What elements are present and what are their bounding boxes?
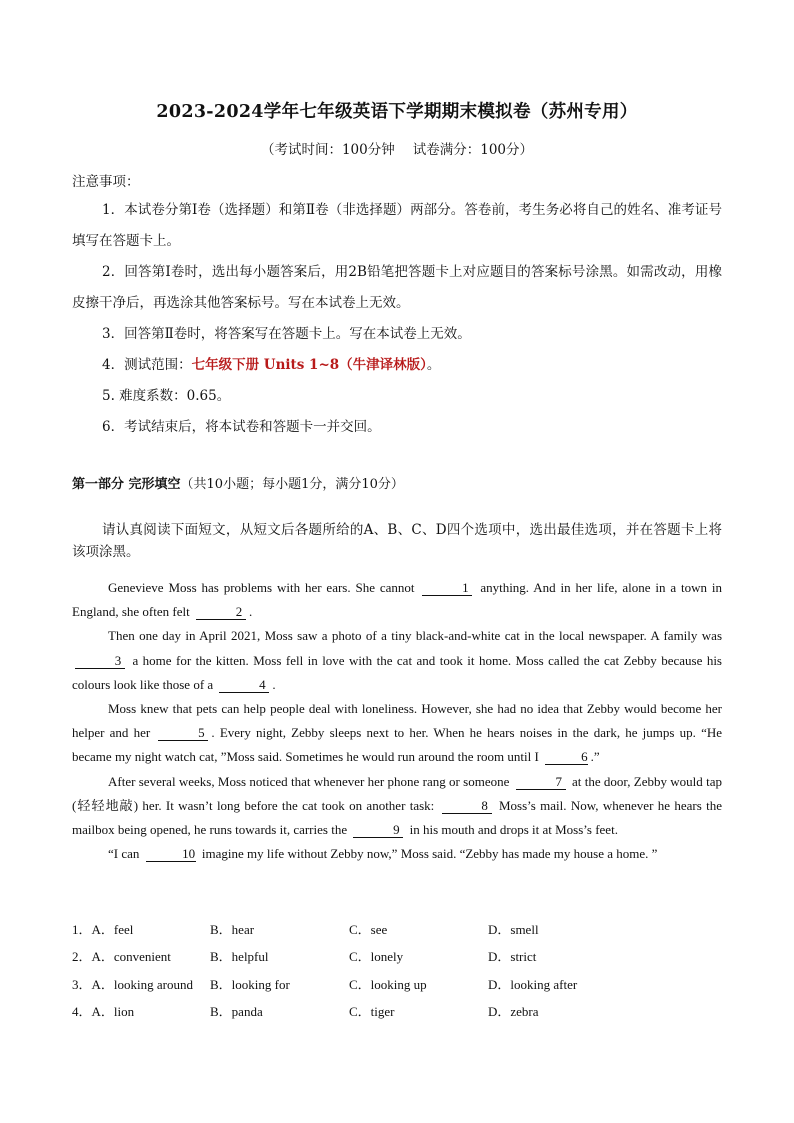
cloze-blank-4: 4: [219, 678, 269, 693]
cloze-blank-2: 2: [196, 605, 246, 620]
passage-text: After several weeks, Moss noticed that whenever her phone rang or someone: [108, 773, 510, 789]
passage-paragraph-5: [72, 842, 722, 866]
page-title: 2023-2024学年七年级英语下学期期末模拟卷（苏州专用）: [156, 102, 638, 122]
instruction-text: 请认真阅读下面短文，从短文后各题所给的A、B、C、D四个选项中，选出最佳选项，并在答题卡上将该项涂黑。: [72, 522, 722, 560]
option-c: C．looking up: [349, 976, 427, 992]
passage-paragraph-1: [72, 576, 722, 624]
cloze-blank-7: 7: [516, 775, 566, 790]
passage-text: imagine my life without Zebby now,” Moss said. “Zebby has made my house a home. ”: [201, 846, 658, 862]
question-options-row: [72, 919, 722, 946]
option-c: C．see: [349, 922, 388, 937]
cloze-blank-3: 3: [75, 654, 125, 669]
option-d: D．strict: [488, 949, 537, 965]
cloze-blank-8: 8: [442, 799, 492, 814]
section-title: 第一部分 完形填空: [72, 477, 181, 492]
note-item-1: 1．本试卷分第Ⅰ卷（选择题）和第Ⅱ卷（非选择题）两部分。答卷前，考生务必将自己的姓名、准考证号填写在答题卡上。: [72, 202, 722, 249]
notes-heading: 注意事项：: [72, 174, 140, 190]
passage-text: . Every night, Zebby sleeps next to her. When he hears noises in the dark, he jumps up. “He became my night watch cat, ”Moss said. Sometimes he would run around the room until I: [72, 725, 722, 765]
cloze-blank-6: 6: [545, 750, 588, 765]
option-b: B．panda: [210, 1003, 263, 1019]
test-scope-highlight: 七年级下册 Units 1~8（牛津译林版）: [191, 357, 427, 373]
passage-paragraph-3: [72, 697, 722, 770]
section-heading: [72, 473, 404, 492]
option-c: C．lonely: [349, 949, 404, 965]
passage-text: at the door, Zebby would tap (轻轻地敲) her. It wasn’t long before the cat took on another task:: [72, 773, 722, 813]
option-a: 3．A．looking around: [72, 976, 193, 992]
passage-text: Moss’s mail. Now, whenever he hears the mailbox being opened, he runs towards it, carries the: [72, 797, 723, 838]
section-detail: （共10小题；每小题1分，满分10分）: [180, 477, 404, 492]
note-item-4: [72, 350, 722, 381]
passage-text: anything. And in her life, alone in a town in England, she often felt: [72, 580, 723, 620]
passage-text: Moss knew that pets can help people deal with loneliness. However, she had no idea that Zebby would become her helper and her: [72, 701, 722, 741]
note-item-3: 3．回答第Ⅱ卷时，将答案写在答题卡上。写在本试卷上无效。: [102, 326, 471, 342]
answer-options: [72, 919, 722, 1028]
passage-text: .: [272, 676, 276, 692]
passage-text: “I can: [108, 846, 140, 862]
option-a: 1．A．feel: [72, 922, 134, 937]
passage-text: .: [248, 604, 253, 620]
option-c: C．tiger: [349, 1003, 395, 1019]
cloze-blank-10: 10: [146, 847, 196, 862]
note-4-suffix: 。: [426, 357, 441, 373]
option-a: 4．A．lion: [72, 1003, 135, 1019]
option-b: B．helpful: [210, 949, 269, 965]
exam-time: （考试时间：100分钟: [260, 142, 395, 158]
passage-paragraph-2: [72, 624, 722, 697]
option-d: D．zebra: [488, 1003, 539, 1019]
cloze-blank-9: 9: [353, 823, 403, 838]
cloze-passage: [72, 576, 722, 866]
passage-text: a home for the kitten. Moss fell in love with the cat and took it home. Moss called the cat Zebby because his colours look like those of a: [72, 652, 722, 692]
cloze-blank-5: 5: [158, 726, 208, 741]
passage-text: Then one day in April 2021, Moss saw a photo of a tiny black-and-white cat in the local newspaper. A family was: [108, 628, 722, 644]
passage-text: .”: [590, 749, 600, 765]
option-b: B．hear: [210, 922, 255, 937]
exam-score: 试卷满分：100分）: [412, 142, 534, 158]
note-4-prefix: 4．测试范围：: [102, 357, 192, 373]
passage-paragraph-4: [72, 770, 722, 843]
note-item-5: 5. 难度系数：0.65。: [102, 388, 231, 404]
passage-text: in his mouth and drops it at Moss’s feet.: [409, 822, 618, 838]
note-item-6: 6．考试结束后，将本试卷和答题卡一并交回。: [102, 419, 381, 435]
option-d: D．looking after: [488, 976, 578, 992]
question-options-row: [72, 974, 722, 1001]
option-d: D．smell: [488, 922, 539, 937]
exam-info: [0, 138, 794, 158]
note-item-2: 2．回答第Ⅰ卷时，选出每小题答案后，用2B铅笔把答题卡上对应题目的答案标号涂黑。如需改动，用橡皮擦干净后，再选涂其他答案标号。写在本试卷上无效。: [72, 264, 722, 311]
question-options-row: [72, 1001, 722, 1028]
cloze-blank-1: 1: [422, 581, 472, 596]
option-a: 2．A．convenient: [72, 949, 171, 965]
passage-text: Genevieve Moss has problems with her ears. She cannot: [108, 580, 415, 595]
option-b: B．looking for: [210, 976, 290, 992]
question-options-row: [72, 946, 722, 973]
